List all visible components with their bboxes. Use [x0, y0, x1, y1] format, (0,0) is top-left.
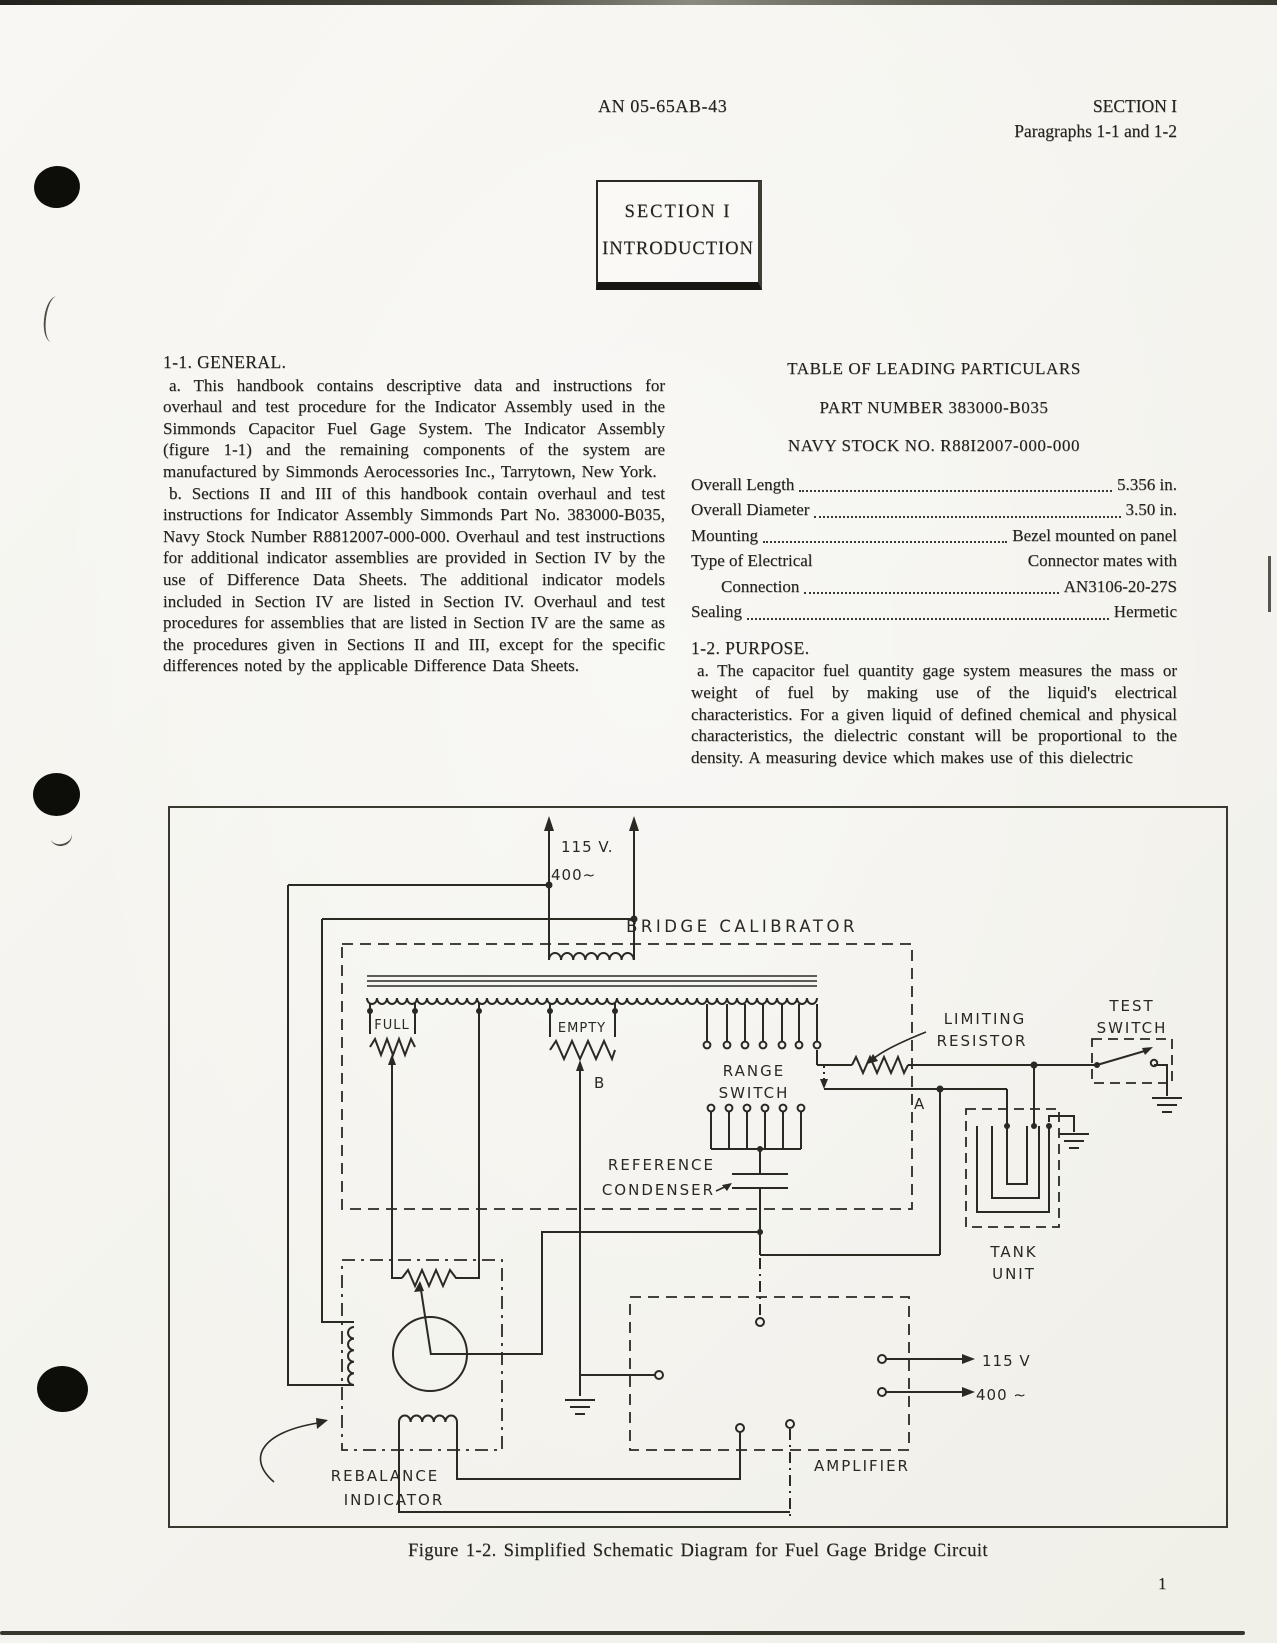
paragraphs-reference: Paragraphs 1-1 and 1-2: [1014, 121, 1177, 141]
label-tank-unit-1: TANK: [990, 1243, 1038, 1261]
dot-leader: [804, 592, 1058, 594]
label-amplifier: AMPLIFIER: [814, 1457, 910, 1475]
label-range-switch-1: RANGE: [722, 1062, 786, 1080]
row-label: Overall Diameter: [691, 500, 810, 520]
section-title-box: [596, 180, 762, 290]
particulars-row: [691, 548, 1177, 574]
left-column: [163, 352, 665, 768]
label-reference-condenser-2: CONDENSER: [601, 1181, 715, 1199]
dot-leader: [763, 541, 1007, 543]
label-test-switch-2: SWITCH: [1096, 1019, 1168, 1037]
particulars-row: [691, 574, 1177, 600]
label-point-a: A: [914, 1095, 926, 1113]
document-number: AN 05-65AB-43: [598, 96, 728, 116]
page-number: 1: [1158, 1574, 1167, 1593]
purpose-heading: 1-2. PURPOSE.: [691, 637, 810, 658]
particulars-row: [691, 497, 1177, 523]
row-value: 3.50 in.: [1125, 500, 1177, 520]
label-rebalance-indicator-2: INDICATOR: [343, 1491, 445, 1509]
general-paragraph-a: a. This handbook contains descriptive data and instructions for overhaul and test procedure for the Indicator Assembly used in the Simmonds Capacitor Fuel Gage System. The Indicator Assembly (figure 1-1) and the remaining components of the system are manufactured by Simmonds Aerocessories Inc., Tarrytown, New York.: [163, 375, 665, 481]
label-empty: EMPTY: [557, 1021, 607, 1036]
label-amplifier-voltage: 115 V: [982, 1352, 1031, 1370]
amplifier-box: [630, 1297, 909, 1450]
label-range-switch-2: SWITCH: [718, 1084, 790, 1102]
particulars-navy-stock: NAVY STOCK NO. R88I2007-000-000: [787, 436, 1081, 456]
label-limiting-resistor-1: LIMITING: [943, 1010, 1027, 1028]
scan-edge-top: [0, 0, 1277, 5]
label-supply-frequency: 400∼: [551, 866, 597, 884]
label-bridge-calibrator: BRIDGE CALIBRATOR: [626, 917, 858, 936]
hole-punch-mark: [32, 164, 82, 211]
section-subtitle: INTRODUCTION: [602, 239, 754, 259]
dot-leader: [747, 618, 1109, 620]
row-label: Type of Electrical: [691, 551, 813, 571]
row-value: 5.356 in.: [1117, 474, 1177, 494]
scan-edge-right: [1268, 556, 1271, 612]
section-title: SECTION I: [624, 202, 732, 222]
dot-leader: [799, 490, 1112, 492]
general-heading: 1-1. GENERAL.: [163, 352, 287, 372]
particulars-row: [691, 599, 1177, 625]
hole-punch-mark: [33, 773, 80, 816]
row-value: Hermetic: [1113, 602, 1177, 622]
label-tank-unit-2: UNIT: [992, 1265, 1036, 1283]
label-reference-condenser-1: REFERENCE: [607, 1156, 715, 1174]
hole-punch-mark: [35, 1364, 90, 1414]
section-reference: SECTION I: [1092, 96, 1177, 116]
row-label: Connection: [721, 576, 800, 596]
particulars-part-number: PART NUMBER 383000-B035: [819, 397, 1049, 417]
row-label: Sealing: [691, 602, 742, 622]
label-amplifier-frequency: 400 ∼: [976, 1386, 1027, 1404]
body-columns: [163, 352, 1177, 768]
label-full: FULL: [374, 1018, 410, 1033]
label-rebalance-indicator-1: REBALANCE: [330, 1467, 440, 1485]
tank-unit-box: [966, 1109, 1059, 1227]
particulars-row: [691, 523, 1177, 549]
row-value: AN3106-20-27S: [1063, 576, 1177, 596]
schematic-svg: [170, 808, 1226, 1526]
header-right: [1014, 94, 1177, 144]
figure-1-2-schematic: [168, 806, 1228, 1528]
row-label: Mounting: [691, 525, 759, 545]
row-label: Overall Length: [691, 474, 795, 494]
label-supply-voltage: 115 V.: [561, 838, 614, 856]
purpose-paragraph-a: a. The capacitor fuel quantity gage system measures the mass or weight of fuel by making use of the liquid's electrical characteristics. For a given liquid of defined chemical and physical characteristics, the dielectric constant will be proportional to the density. A measuring device which makes use of this dielectric: [691, 661, 1177, 767]
test-switch-box: [1092, 1039, 1172, 1083]
row-value: Connector mates with: [1027, 551, 1177, 571]
dot-leader: [814, 516, 1120, 518]
pen-mark: [41, 295, 63, 343]
dashed-enclosures: [342, 944, 1172, 1450]
general-paragraph-b: b. Sections II and III of this handbook contain overhaul and test instructions for Indicator Assembly Simmonds Part No. 383000-B035, Navy Stock Number R8812007-000-000. Overhaul and test instructions for additional indicator assemblies are provided in Section IV by the use of Difference Data Sheets. The additional indicator models included in Section IV are listed in Section IV. Overhaul and test procedures for assemblies that are listed in Section IV are the same as the procedures given in Sections II and III, except for the specific differences noted by the applicable Difference Data Sheets.: [163, 483, 665, 676]
label-point-b: B: [594, 1074, 606, 1092]
right-column: [691, 352, 1177, 768]
particulars-row: [691, 472, 1177, 498]
pen-mark: [48, 824, 74, 849]
figure-caption: Figure 1-2. Simplified Schematic Diagram for Fuel Gage Bridge Circuit: [408, 1541, 988, 1561]
scan-edge-bottom: [0, 1631, 1245, 1635]
label-limiting-resistor-2: RESISTOR: [936, 1032, 1028, 1050]
particulars-title: TABLE OF LEADING PARTICULARS: [787, 359, 1081, 378]
label-test-switch-1: TEST: [1109, 997, 1155, 1015]
row-value: Bezel mounted on panel: [1012, 525, 1177, 545]
